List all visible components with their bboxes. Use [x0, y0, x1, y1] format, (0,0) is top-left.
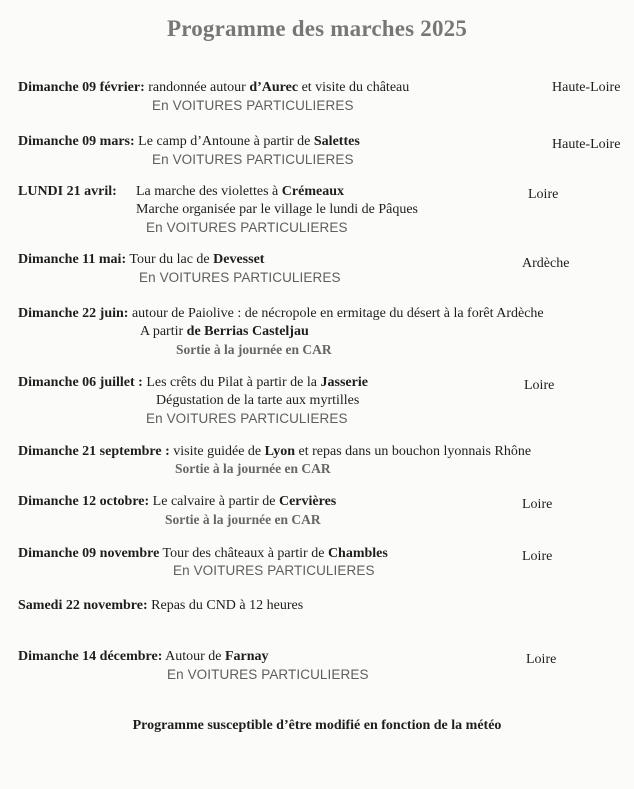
event-separator: : — [140, 80, 145, 95]
event-place: Salettes — [313, 134, 360, 149]
event-transport: En VOITURES PARTICULIERES — [152, 152, 354, 167]
event-place: d’Aurec — [249, 80, 299, 95]
event-transport: Sortie à la journée en CAR — [176, 342, 332, 357]
event-separator: : — [142, 598, 148, 613]
event-transport: En VOITURES PARTICULIERES — [167, 667, 369, 682]
event-place: Crémeaux — [281, 184, 344, 199]
event-detail — [140, 323, 309, 340]
event-region: Loire — [526, 652, 557, 667]
event-region: Loire — [528, 187, 559, 202]
event-separator: : — [121, 252, 127, 267]
event-place: Cervières — [278, 494, 337, 509]
event-region: Loire — [522, 549, 553, 564]
event-description-end: et repas dans un bouchon lyonnais Rhône — [295, 444, 532, 459]
event-date: LUNDI 21 avril — [18, 184, 113, 199]
event-separator: : — [157, 649, 163, 664]
event-date: Dimanche 06 juillet — [18, 375, 135, 390]
event-description: Tour du lac de — [126, 252, 214, 267]
event-line — [18, 133, 360, 150]
event-description: visite guidée de — [169, 444, 265, 459]
event-description: Le camp d’Antoune à partir de — [134, 134, 314, 149]
event-line — [18, 648, 269, 665]
event-date: Dimanche 14 décembre — [18, 649, 158, 664]
event-transport: Sortie à la journée en CAR — [175, 461, 331, 476]
event-transport: En VOITURES PARTICULIERES — [146, 411, 348, 426]
event-date: Dimanche 12 octobre — [18, 494, 145, 509]
event-transport: En VOITURES PARTICULIERES — [139, 270, 341, 285]
event-line — [18, 183, 117, 200]
event-date: Dimanche 09 février — [18, 80, 141, 95]
event-region: Haute-Loire — [552, 137, 621, 152]
event-transport: En VOITURES PARTICULIERES — [152, 98, 354, 113]
event-line — [18, 545, 388, 562]
event-separator: : — [130, 134, 135, 149]
event-description: Tour des châteaux à partir de — [159, 546, 328, 561]
event-description: Les crêts du Pilat à partir de la — [142, 375, 321, 390]
event-separator: : — [161, 444, 170, 459]
event-detail-prefix: A partir — [140, 324, 187, 339]
event-date: Dimanche 09 novembre — [18, 546, 160, 561]
event-description: Le calvaire à partir de — [149, 494, 279, 509]
event-detail: Dégustation de la tarte aux myrtilles — [156, 393, 360, 408]
event-transport: En VOITURES PARTICULIERES — [146, 220, 348, 235]
event-date: Dimanche 09 mars — [18, 134, 130, 149]
event-description: Autour de — [162, 649, 225, 664]
event-region: Loire — [524, 378, 555, 393]
event-separator: : — [144, 494, 150, 509]
event-date: Dimanche 11 mai — [18, 252, 122, 267]
event-line — [18, 443, 531, 460]
event-line — [18, 79, 409, 96]
event-detail: Marche organisée par le village le lundi de Pâques — [136, 202, 418, 217]
show-through-text — [140, 60, 144, 77]
event-place: Farnay — [225, 649, 269, 664]
event-place: de Berrias Casteljau — [186, 324, 309, 339]
event-place: Lyon — [264, 444, 296, 459]
event-description-line — [136, 183, 344, 200]
event-place: Devesset — [213, 252, 265, 267]
event-description-end: et visite du château — [298, 80, 410, 95]
event-line — [18, 251, 264, 268]
event-line — [18, 305, 544, 322]
event-description: autour de Paiolive : de nécropole en ermitage du désert à la forêt Ardèche — [128, 306, 544, 321]
event-transport: En VOITURES PARTICULIERES — [173, 563, 375, 578]
event-separator: : — [123, 306, 129, 321]
event-line — [18, 493, 336, 510]
event-line — [18, 374, 368, 391]
footer-note: Programme susceptible d’être modifié en fonction de la météo — [132, 718, 502, 733]
event-description: randonnée autour — [144, 80, 250, 95]
event-region: Haute-Loire — [552, 80, 621, 95]
event-date: Samedi 22 novembre — [18, 598, 143, 613]
page-title: Programme des marches 2025 — [166, 16, 468, 41]
event-region: Ardèche — [522, 256, 570, 271]
event-place: Jasserie — [320, 375, 368, 390]
event-separator: : — [134, 375, 143, 390]
event-description: Repas du CND à 12 heures — [147, 598, 304, 613]
event-separator: : — [112, 184, 117, 199]
event-transport: Sortie à la journée en CAR — [165, 512, 321, 527]
event-date: Dimanche 22 juin — [18, 306, 124, 321]
event-description: La marche des violettes à — [136, 184, 282, 199]
event-line — [18, 597, 303, 614]
event-date: Dimanche 21 septembre — [18, 444, 162, 459]
event-place: Chambles — [327, 546, 388, 561]
event-region: Loire — [522, 497, 553, 512]
